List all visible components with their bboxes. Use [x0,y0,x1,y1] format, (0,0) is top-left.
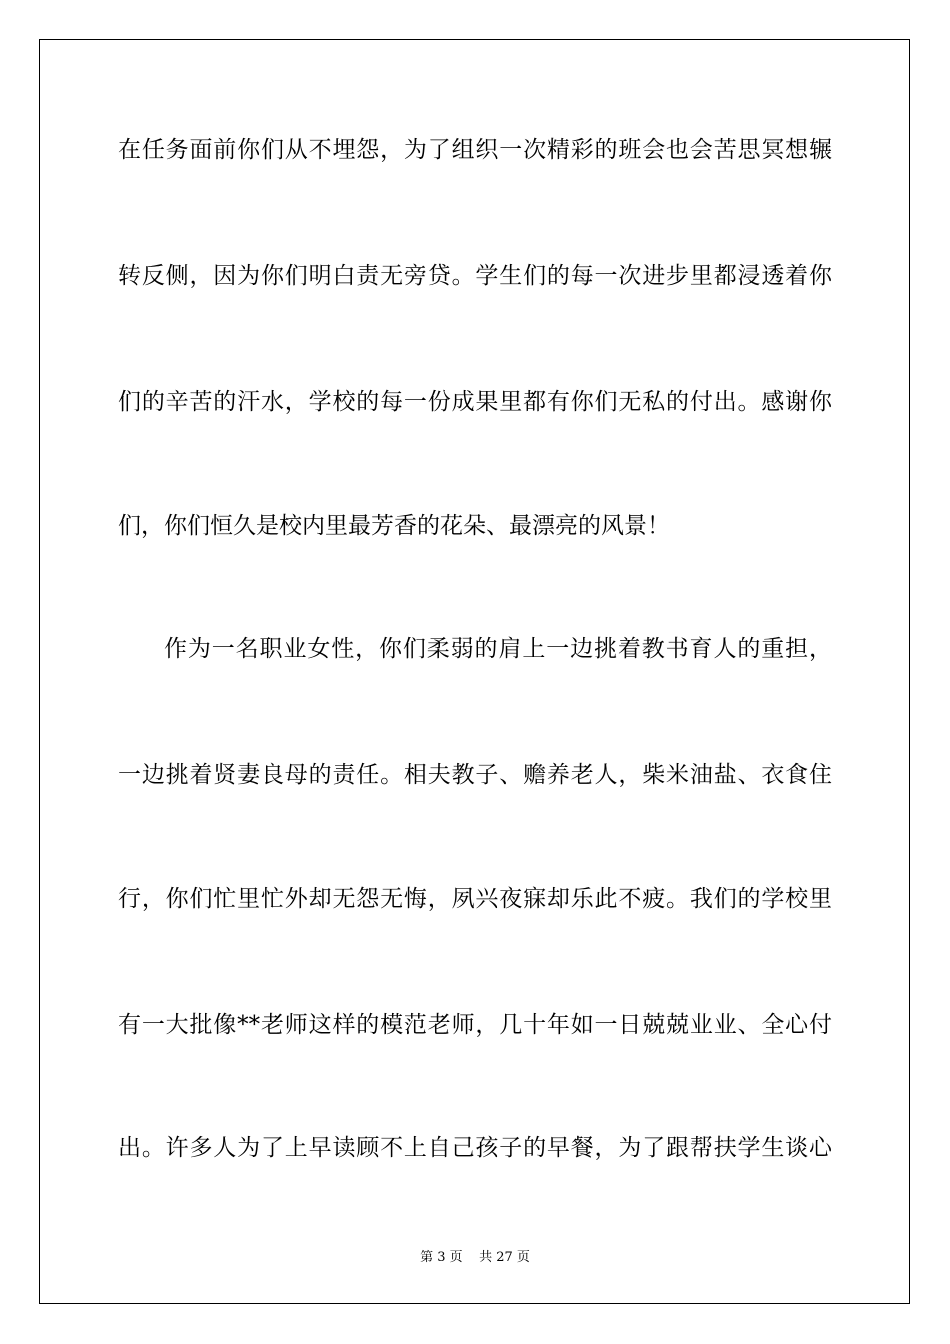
page-border [39,39,910,1304]
body-text-line: 们的辛苦的汗水，学校的每一份成果里都有你们无私的付出。感谢你 [118,389,832,415]
body-text-line: 转反侧，因为你们明白责无旁贷。学生们的每一次进步里都浸透着你 [118,263,832,289]
body-text-line: 出。许多人为了上早读顾不上自己孩子的早餐，为了跟帮扶学生谈心 [118,1135,832,1161]
body-text-line: 行，你们忙里忙外却无怨无悔，夙兴夜寐却乐此不疲。我们的学校里 [118,886,832,912]
body-text-line: 们，你们恒久是校内里最芳香的花朵、最漂亮的风景！ [118,513,670,539]
body-text-line: 有一大批像**老师这样的模范老师，几十年如一日兢兢业业、全心付 [118,1012,832,1038]
body-text-line: 在任务面前你们从不埋怨，为了组织一次精彩的班会也会苦思冥想辗 [118,137,832,163]
body-text-line: 一边挑着贤妻良母的责任。相夫教子、赡养老人，柴米油盐、衣食住 [118,762,832,788]
page-number-footer: 第 3 页 共 27 页 [420,1250,530,1265]
paragraph-first-line: 作为一名职业女性，你们柔弱的肩上一边挑着教书育人的重担， [164,636,832,662]
